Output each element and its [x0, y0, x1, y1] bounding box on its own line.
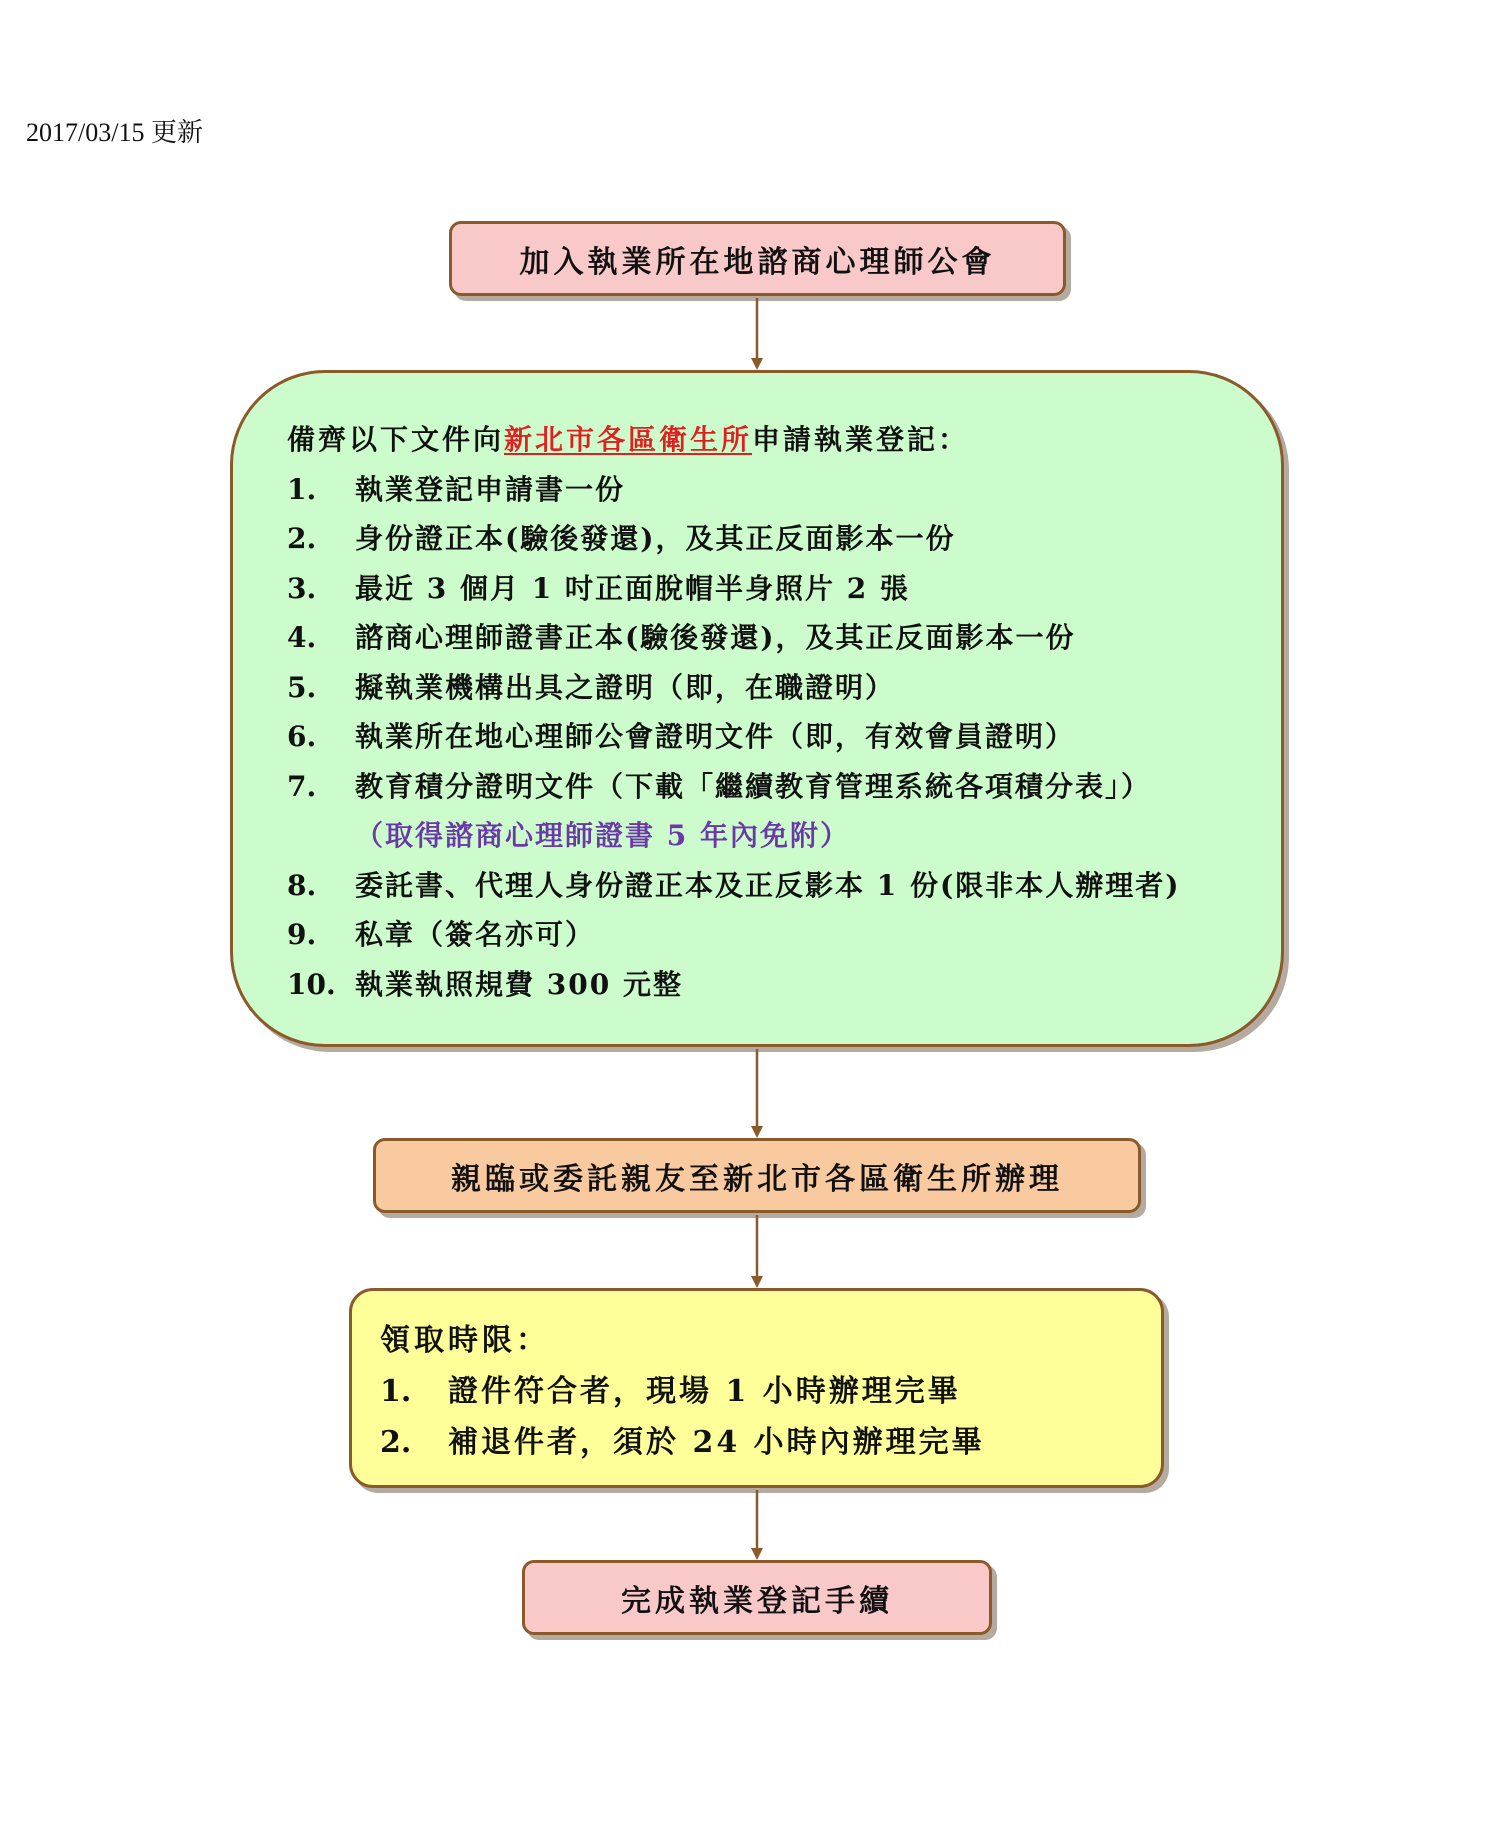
- document-item-number: 4.: [287, 621, 317, 654]
- time-limit-title: 領取時限：: [380, 1323, 550, 1358]
- document-item: [287, 712, 1180, 762]
- time-limit-item-text: 補退件者，須於 24 小時內辦理完畢: [448, 1425, 985, 1460]
- document-item-text: 私章（簽名亦可）: [355, 918, 596, 951]
- time-limit-item: [380, 1366, 985, 1417]
- document-item-number: 9.: [287, 918, 317, 951]
- document-item-7-note: （取得諮商心理師證書 5 年內免附）: [355, 819, 850, 852]
- documents-intro-office: 新北市各區衛生所: [504, 423, 753, 456]
- document-item-number: 5.: [287, 670, 317, 704]
- time-limit-item-text: 證件符合者，現場 1 小時辦理完畢: [448, 1374, 961, 1409]
- document-item-number: 3.: [287, 571, 317, 605]
- document-item: [287, 910, 1180, 960]
- documents-intro-prefix: 備齊以下文件向: [287, 423, 505, 456]
- document-item-text: 諮商心理師證書正本(驗後發還)，及其正反面影本一份: [355, 621, 1076, 654]
- document-item: [287, 465, 1180, 515]
- document-item: [287, 514, 1180, 564]
- documents-intro: [287, 415, 1180, 465]
- document-item-text: 執業所在地心理師公會證明文件（即，有效會員證明）: [355, 720, 1076, 753]
- time-limit-content: [380, 1315, 985, 1468]
- document-item-text: 身份證正本(驗後發還)，及其正反面影本一份: [355, 522, 956, 555]
- document-item: [287, 613, 1180, 663]
- document-item: [287, 564, 1180, 614]
- document-item-number: 8.: [287, 868, 317, 902]
- document-item: [287, 960, 1180, 1010]
- document-item-text: 最近 3 個月 1 吋正面脫帽半身照片 2 張: [355, 571, 910, 605]
- step-join-label: 加入執業所在地諮商心理師公會: [519, 244, 996, 280]
- document-item: [287, 861, 1180, 911]
- time-limit-item-number: 2.: [380, 1425, 412, 1460]
- document-item-text: 執業登記申請書一份: [355, 472, 626, 506]
- document-item-text: 委託書、代理人身份證正本及正反影本 1 份(限非本人辦理者): [355, 868, 1181, 902]
- document-item-number: 7.: [287, 769, 317, 803]
- step-join-association: [449, 221, 1066, 296]
- document-item: [287, 762, 1180, 812]
- document-item-number: 2.: [287, 522, 317, 555]
- update-date: 2017/03/15 更新: [26, 118, 203, 147]
- document-item-number: 6.: [287, 720, 317, 753]
- time-limit-item-number: 1.: [380, 1374, 412, 1409]
- document-item-text: 教育積分證明文件（下載「繼續教育管理系統各項積分表」）: [355, 769, 1152, 803]
- time-limit-item: [380, 1417, 985, 1468]
- step-visit-health-center: [373, 1138, 1141, 1213]
- document-item: [287, 663, 1180, 713]
- step-done-label: 完成執業登記手續: [621, 1583, 893, 1619]
- document-item-number: 1.: [287, 472, 317, 506]
- step-visit-label: 親臨或委託親友至新北市各區衛生所辦理: [451, 1161, 1063, 1197]
- step-complete-registration: [522, 1560, 992, 1635]
- step-pickup-time-limit: [349, 1288, 1164, 1488]
- document-item-text: 執業執照規費 300 元整: [355, 967, 683, 1001]
- documents-list: [287, 415, 1180, 1009]
- documents-intro-suffix: 申請執業登記：: [752, 423, 970, 456]
- document-item-text: 擬執業機構出具之證明（即，在職證明）: [355, 670, 896, 704]
- step-prepare-documents: [230, 370, 1284, 1047]
- document-item-number: 10.: [287, 967, 336, 1001]
